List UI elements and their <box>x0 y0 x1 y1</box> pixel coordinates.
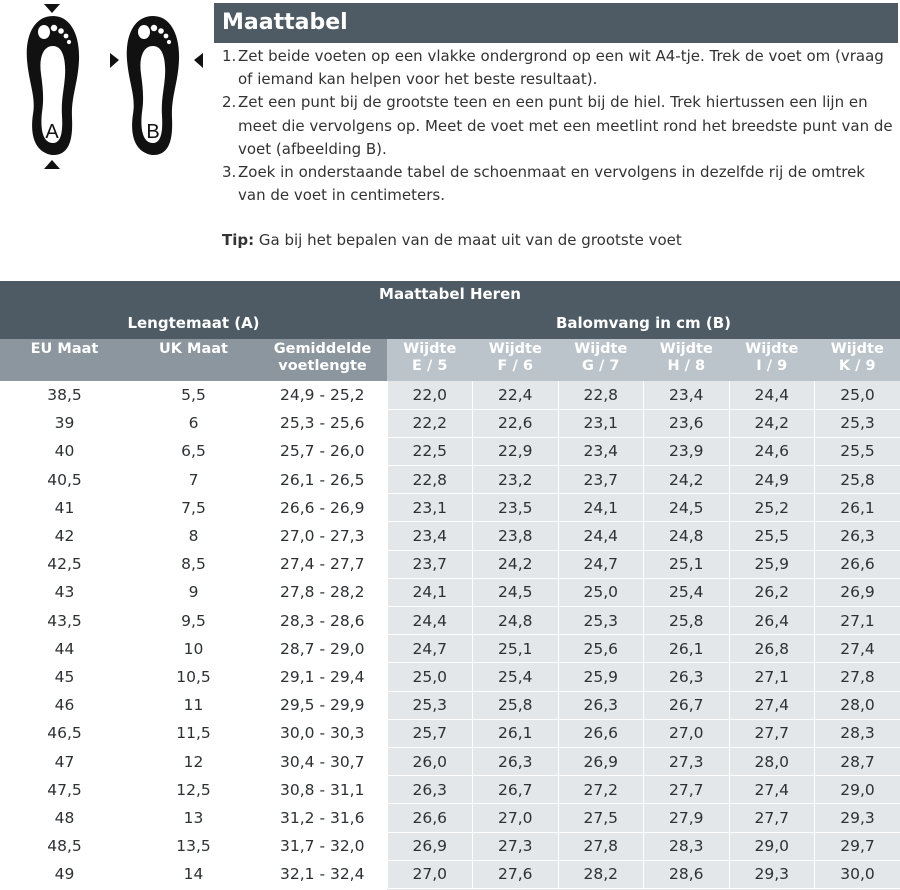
table-cell: 41 <box>0 494 129 522</box>
table-cell: 43 <box>0 578 129 606</box>
foot-a-label: A <box>45 121 59 143</box>
table-cell: 14 <box>129 860 258 888</box>
column-header-line: I / 9 <box>756 358 788 374</box>
table-cell: 25,8 <box>815 466 900 494</box>
table-cell: 26,2 <box>729 578 815 606</box>
table-row <box>0 607 900 635</box>
table-cell: 24,5 <box>644 494 730 522</box>
table-cell: 23,4 <box>558 437 644 465</box>
table-cell: 24,2 <box>644 466 730 494</box>
page-title: Maattabel <box>214 3 898 43</box>
instruction-number: 1. <box>222 47 237 65</box>
table-row <box>0 635 900 663</box>
table-cell: 23,2 <box>473 466 559 494</box>
foot-b-icon <box>110 16 203 155</box>
table-cell: 26,4 <box>729 607 815 635</box>
table-cell: 9 <box>129 578 258 606</box>
table-cell: 23,5 <box>473 494 559 522</box>
table-cell: 44 <box>0 635 129 663</box>
table-cell: 22,2 <box>387 409 473 437</box>
table-cell: 24,4 <box>387 607 473 635</box>
table-cell: 5,5 <box>129 381 258 409</box>
table-cell: 23,7 <box>387 550 473 578</box>
table-cell: 26,3 <box>644 663 730 691</box>
column-header-line: voetlengte <box>278 358 367 374</box>
table-cell: 28,0 <box>729 747 815 775</box>
table-cell: 9,5 <box>129 607 258 635</box>
table-row <box>0 381 900 409</box>
table-cell: 26,7 <box>473 776 559 804</box>
table-cell: 22,8 <box>387 466 473 494</box>
table-cell: 42 <box>0 522 129 550</box>
table-cell: 11,5 <box>129 719 258 747</box>
table-cell: 26,3 <box>387 776 473 804</box>
table-cell: 26,6 <box>387 804 473 832</box>
table-cell: 27,7 <box>729 719 815 747</box>
table-cell: 25,7 - 26,0 <box>258 437 387 465</box>
table-row <box>0 409 900 437</box>
table-cell: 24,4 <box>729 381 815 409</box>
instruction-text: Zet beide voeten op een vlakke ondergrond op een wit A4-tje. Trek de voet om (vraag of iemand kan helpen voor het beste resultaat). <box>238 47 884 89</box>
table-cell: 26,3 <box>473 747 559 775</box>
table-cell: 22,4 <box>473 381 559 409</box>
table-cell: 27,3 <box>644 747 730 775</box>
table-cell: 26,8 <box>729 635 815 663</box>
instruction-number: 2. <box>222 93 237 112</box>
table-cell: 27,3 <box>473 832 559 860</box>
table-cell: 28,2 <box>558 860 644 888</box>
table-cell: 25,9 <box>729 550 815 578</box>
table-cell: 26,3 <box>558 691 644 719</box>
table-cell: 27,4 - 27,7 <box>258 550 387 578</box>
table-row <box>0 691 900 719</box>
table-cell: 13,5 <box>129 832 258 860</box>
table-cell: 13 <box>129 804 258 832</box>
tip-body: Ga bij het bepalen van de maat uit van de grootste voet <box>254 231 682 249</box>
table-cell: 27,1 <box>815 607 900 635</box>
table-cell: 29,0 <box>815 776 900 804</box>
column-header <box>129 341 258 358</box>
table-row <box>0 578 900 606</box>
table-cell: 23,7 <box>558 466 644 494</box>
table-cell: 25,0 <box>387 663 473 691</box>
table-cell: 25,3 - 25,6 <box>258 409 387 437</box>
table-cell: 40 <box>0 437 129 465</box>
table-row <box>0 860 900 888</box>
table-cell: 27,5 <box>558 804 644 832</box>
table-cell: 46,5 <box>0 719 129 747</box>
table-cell: 47 <box>0 747 129 775</box>
foot-a-icon <box>27 4 79 169</box>
tip-label: Tip: <box>222 231 255 249</box>
table-cell: 24,2 <box>729 409 815 437</box>
table-cell: 27,0 <box>473 804 559 832</box>
table-cell: 24,9 - 25,2 <box>258 381 387 409</box>
column-header-line: Wijdte <box>745 341 799 357</box>
table-row <box>0 550 900 578</box>
table-cell: 25,5 <box>729 522 815 550</box>
instruction-text: Zet een punt bij de grootste teen en een punt bij de hiel. Trek hiertussen een lijn en meet die vervolgens op. Meet de voet met een meetlint rond het breedste punt van de voet (afbeelding B). <box>238 93 893 158</box>
table-cell: 24,6 <box>729 437 815 465</box>
column-header-line: E / 5 <box>412 358 448 374</box>
table-cell: 25,8 <box>473 691 559 719</box>
table-cell: 31,7 - 32,0 <box>258 832 387 860</box>
table-cell: 26,1 <box>815 494 900 522</box>
table-cell: 23,1 <box>558 409 644 437</box>
table-cell: 23,8 <box>473 522 559 550</box>
table-cell: 26,6 - 26,9 <box>258 494 387 522</box>
table-cell: 25,9 <box>558 663 644 691</box>
table-cell: 39 <box>0 409 129 437</box>
table-cell: 23,4 <box>644 381 730 409</box>
table-cell: 27,7 <box>729 804 815 832</box>
column-header <box>729 341 815 375</box>
table-row <box>0 832 900 860</box>
table-cell: 27,0 - 27,3 <box>258 522 387 550</box>
table-cell: 22,8 <box>558 381 644 409</box>
table-cell: 29,5 - 29,9 <box>258 691 387 719</box>
table-cell: 29,1 - 29,4 <box>258 663 387 691</box>
table-cell: 49 <box>0 860 129 888</box>
table-cell: 26,6 <box>558 719 644 747</box>
table-cell: 26,1 <box>473 719 559 747</box>
table-cell: 26,3 <box>815 522 900 550</box>
table-cell: 24,1 <box>558 494 644 522</box>
instruction-item <box>222 45 894 91</box>
table-cell: 24,7 <box>558 550 644 578</box>
column-header-line: Wijdte <box>403 341 457 357</box>
table-cell: 27,6 <box>473 860 559 888</box>
table-cell: 27,1 <box>729 663 815 691</box>
table-cell: 30,8 - 31,1 <box>258 776 387 804</box>
column-header-line: Wijdte <box>659 341 713 357</box>
table-cell: 12,5 <box>129 776 258 804</box>
table-title: Maattabel Heren <box>379 285 521 303</box>
table-cell: 25,0 <box>558 578 644 606</box>
column-header-line: K / 9 <box>838 358 876 374</box>
column-header-line: Wijdte <box>488 341 542 357</box>
table-cell: 48,5 <box>0 832 129 860</box>
table-cell: 27,2 <box>558 776 644 804</box>
group-header-length: Lengtemaat (A) <box>127 314 260 332</box>
table-cell: 6,5 <box>129 437 258 465</box>
table-row <box>0 437 900 465</box>
table-row <box>0 719 900 747</box>
table-cell: 29,0 <box>729 832 815 860</box>
table-cell: 23,4 <box>387 522 473 550</box>
table-cell: 27,7 <box>644 776 730 804</box>
table-cell: 30,0 <box>815 860 900 888</box>
table-cell: 48 <box>0 804 129 832</box>
table-row <box>0 747 900 775</box>
table-cell: 12 <box>129 747 258 775</box>
instruction-item <box>222 161 894 207</box>
column-header-line: H / 8 <box>667 358 706 374</box>
instructions-list <box>222 45 894 207</box>
instruction-number: 3. <box>222 163 237 182</box>
table-cell: 31,2 - 31,6 <box>258 804 387 832</box>
table-cell: 23,6 <box>644 409 730 437</box>
column-header-line: Gemiddelde <box>273 341 372 357</box>
table-cell: 25,5 <box>815 437 900 465</box>
table-cell: 28,3 - 28,6 <box>258 607 387 635</box>
column-header <box>0 341 129 358</box>
table-cell: 25,3 <box>558 607 644 635</box>
table-cell: 24,7 <box>387 635 473 663</box>
table-cell: 29,3 <box>815 804 900 832</box>
table-cell: 27,8 <box>558 832 644 860</box>
table-cell: 25,8 <box>644 607 730 635</box>
column-header-line: EU Maat <box>30 341 99 357</box>
table-cell: 27,4 <box>729 691 815 719</box>
table-row <box>0 804 900 832</box>
table-cell: 26,1 - 26,5 <box>258 466 387 494</box>
table-cell: 25,4 <box>473 663 559 691</box>
table-cell: 28,6 <box>644 860 730 888</box>
foot-measurement-illustration <box>0 0 214 180</box>
table-cell: 29,7 <box>815 832 900 860</box>
table-cell: 27,0 <box>387 860 473 888</box>
table-cell: 28,3 <box>644 832 730 860</box>
table-cell: 8,5 <box>129 550 258 578</box>
table-cell: 26,7 <box>644 691 730 719</box>
table-cell: 24,1 <box>387 578 473 606</box>
table-cell: 30,4 - 30,7 <box>258 747 387 775</box>
column-header-line: UK Maat <box>159 341 228 357</box>
table-cell: 47,5 <box>0 776 129 804</box>
instruction-text: Zoek in onderstaande tabel de schoenmaat en vervolgens in dezelfde rij de omtrek van de voet in centimeters. <box>238 163 865 205</box>
table-row <box>0 494 900 522</box>
table-cell: 25,4 <box>644 578 730 606</box>
column-header <box>387 341 473 375</box>
table-cell: 28,7 <box>815 747 900 775</box>
table-cell: 6 <box>129 409 258 437</box>
table-cell: 24,8 <box>644 522 730 550</box>
table-cell: 32,1 - 32,4 <box>258 860 387 888</box>
table-cell: 27,8 <box>815 663 900 691</box>
column-header-line: F / 6 <box>497 358 533 374</box>
table-cell: 27,0 <box>644 719 730 747</box>
table-cell: 24,8 <box>473 607 559 635</box>
column-header <box>815 341 900 375</box>
table-cell: 10,5 <box>129 663 258 691</box>
table-cell: 28,0 <box>815 691 900 719</box>
table-cell: 30,0 - 30,3 <box>258 719 387 747</box>
table-cell: 26,9 <box>387 832 473 860</box>
tip-text <box>222 231 682 249</box>
table-cell: 42,5 <box>0 550 129 578</box>
table-cell: 7,5 <box>129 494 258 522</box>
table-cell: 26,1 <box>644 635 730 663</box>
instruction-item <box>222 91 894 161</box>
column-header <box>644 341 730 375</box>
column-header <box>258 341 387 375</box>
table-cell: 27,9 <box>644 804 730 832</box>
column-header <box>558 341 644 375</box>
table-cell: 26,9 <box>558 747 644 775</box>
table-cell: 27,4 <box>815 635 900 663</box>
table-cell: 26,0 <box>387 747 473 775</box>
table-cell: 25,6 <box>558 635 644 663</box>
table-cell: 25,2 <box>729 494 815 522</box>
table-row <box>0 522 900 550</box>
table-cell: 22,6 <box>473 409 559 437</box>
table-cell: 26,6 <box>815 550 900 578</box>
table-cell: 24,4 <box>558 522 644 550</box>
group-header-ball-girth: Balomvang in cm (B) <box>555 314 732 332</box>
table-cell: 25,0 <box>815 381 900 409</box>
column-header <box>473 341 559 375</box>
table-cell: 29,3 <box>729 860 815 888</box>
table-cell: 27,8 - 28,2 <box>258 578 387 606</box>
column-header-line: Wijdte <box>574 341 628 357</box>
table-cell: 24,5 <box>473 578 559 606</box>
table-cell: 24,9 <box>729 466 815 494</box>
table-cell: 27,4 <box>729 776 815 804</box>
table-cell: 22,9 <box>473 437 559 465</box>
column-header-line: G / 7 <box>582 358 620 374</box>
table-cell: 23,9 <box>644 437 730 465</box>
table-cell: 28,7 - 29,0 <box>258 635 387 663</box>
table-cell: 10 <box>129 635 258 663</box>
table-row <box>0 466 900 494</box>
table-cell: 11 <box>129 691 258 719</box>
table-cell: 26,9 <box>815 578 900 606</box>
table-cell: 43,5 <box>0 607 129 635</box>
table-cell: 25,1 <box>644 550 730 578</box>
table-cell: 25,1 <box>473 635 559 663</box>
table-cell: 22,5 <box>387 437 473 465</box>
table-row <box>0 776 900 804</box>
table-cell: 45 <box>0 663 129 691</box>
table-cell: 38,5 <box>0 381 129 409</box>
size-table <box>0 381 900 889</box>
table-cell: 7 <box>129 466 258 494</box>
column-header-line: Wijdte <box>830 341 884 357</box>
table-cell: 25,3 <box>815 409 900 437</box>
table-cell: 22,0 <box>387 381 473 409</box>
table-cell: 25,7 <box>387 719 473 747</box>
table-row <box>0 663 900 691</box>
foot-b-label: B <box>146 121 160 143</box>
table-cell: 46 <box>0 691 129 719</box>
table-cell: 23,1 <box>387 494 473 522</box>
table-cell: 40,5 <box>0 466 129 494</box>
table-cell: 8 <box>129 522 258 550</box>
table-cell: 24,2 <box>473 550 559 578</box>
table-cell: 25,3 <box>387 691 473 719</box>
table-cell: 28,3 <box>815 719 900 747</box>
